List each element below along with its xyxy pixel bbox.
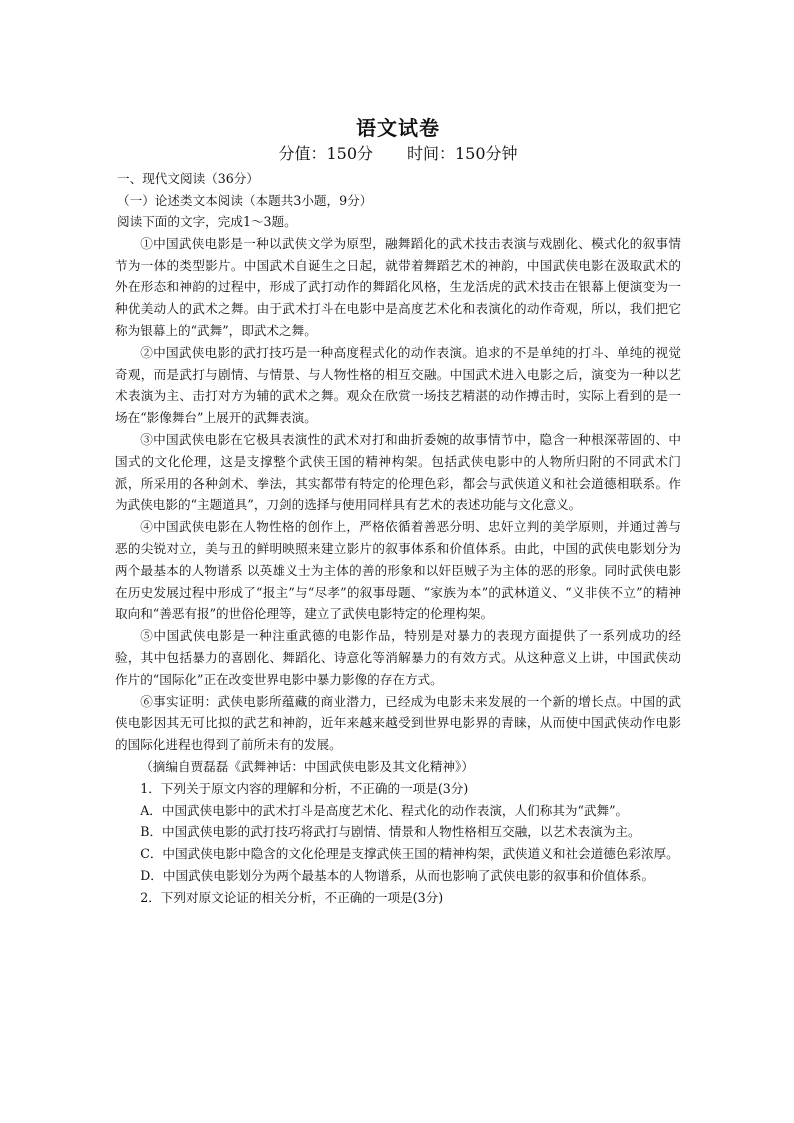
question-1-option-b: B．中国武侠电影的武打技巧将武打与剧情、情景和人物性格相互交融，以艺术表演为主。 (140, 824, 641, 840)
passage-paragraph-4: ④中国武侠电影在人物性格的创作上，严格依循着善恶分明、忠奸立判的美学原则，并通过善与恶的尖锐对立，美与丑的鲜明映照来建立影片的叙事体系和价值体系。由此，中国的武侠电影划分为两个最基本的人物谱系 以英雄义士为主体的善的形象和以奸臣贼子为主体的恶的形象。同时武侠电影在历史发展过程中形成了“报主”与“尽孝”的叙事母题、“家族为本”的武林道义、“义非侠不立”的精神取向和“善恶有报”的世俗伦理等，建立了武侠电影特定的伦理构架。 (115, 519, 681, 622)
passage-paragraph-2: ②中国武侠电影的武打技巧是一种高度程式化的动作表演。追求的不是单纯的打斗、单纯的视觉奇观，而是武打与剧情、与情景、与人物性格的相互交融。中国武术进入电影之后，演变为一种以艺术表演为主、击打对方为辅的武术之舞。观众在欣赏一场技艺精湛的动作搏击时，实际上看到的是一场在“影像舞台”上展开的武舞表演。 (115, 344, 681, 426)
score-label: 分值：150分 (278, 144, 373, 163)
passage-paragraph-6: ⑥事实证明：武侠电影所蕴藏的商业潜力，已经成为电影未来发展的一个新的增长点。中国的武侠电影因其无可比拟的武艺和神韵，近年来越来越受到世界电影界的青睐，从而使中国武侠动作电影的国际化进程也得到了前所未有的发展。 (115, 693, 681, 753)
reading-instruction: 阅读下面的文字，完成1～3题。 (117, 214, 297, 230)
question-1-stem: 1．下列关于原文内容的理解和分析，不正确的一项是(3分) (140, 780, 469, 796)
time-label: 时间：150分钟 (407, 144, 518, 163)
section-heading: 一、现代文阅读（36分） (117, 171, 259, 186)
passage-paragraph-3: ③中国武侠电影在它极具表演性的武术对打和曲折委婉的故事情节中，隐含一种根深蒂固的、中国式的文化伦理，这是支撑整个武侠王国的精神构架。包括武侠电影中的人物所归附的不同武术门派，所采用的各种剑术、拳法，其实都带有特定的伦理色彩，都会与武侠道义和社会道德相联系。作为武侠电影的“主题道具”，刀剑的选择与使用同样具有艺术的表述功能与文化意义。 (115, 431, 681, 513)
passage-paragraph-1: ①中国武侠电影是一种以武侠文学为原型，融舞蹈化的武术技击表演与戏剧化、模式化的叙事情节为一体的类型影片。中国武术自诞生之日起，就带着舞蹈艺术的神韵，中国武侠电影在汲取武术的外在形态和神韵的过程中，形成了武打动作的舞蹈化风格，生龙活虎的武术技击在银幕上便演变为一种优美动人的武术之舞。由于武术打斗在电影中是高度艺术化和表演化的动作奇观，所以，我们把它称为银幕上的“武舞”，即武术之舞。 (115, 235, 681, 338)
question-2-stem: 2．下列对原文论证的相关分析，不正确的一项是(3分) (140, 889, 444, 905)
passage-paragraph-5: ⑤中国武侠电影是一种注重武德的电影作品，特别是对暴力的表现方面提供了一系列成功的经验，其中包括暴力的喜剧化、舞蹈化、诗意化等消解暴力的有效方式。从这种意义上讲，中国武侠动作片的“国际化”正在改变世界电影中暴力影像的存在方式。 (115, 628, 681, 687)
exam-title: 语文试卷 (356, 116, 440, 140)
question-1-option-d: D．中国武侠电影划分为两个最基本的人物谱系，从而也影响了武侠电影的叙事和价值体系。 (140, 867, 655, 883)
question-1-option-a: A．中国武侠电影中的武术打斗是高度艺术化、程式化的动作表演，人们称其为“武舞”。 (140, 802, 629, 818)
passage-source: （摘编自贾磊磊《武舞神话：中国武侠电影及其文化精神》） (140, 758, 474, 774)
section-subheading: （一）论述类文本阅读（本题共3小题，9分） (117, 192, 373, 208)
question-1-option-c: C．中国武侠电影中隐含的文化伦理是支撑武侠王国的精神构架，武侠道义和社会道德色彩浓厚。 (140, 846, 679, 862)
exam-page (115, 114, 681, 908)
exam-meta (115, 142, 681, 166)
